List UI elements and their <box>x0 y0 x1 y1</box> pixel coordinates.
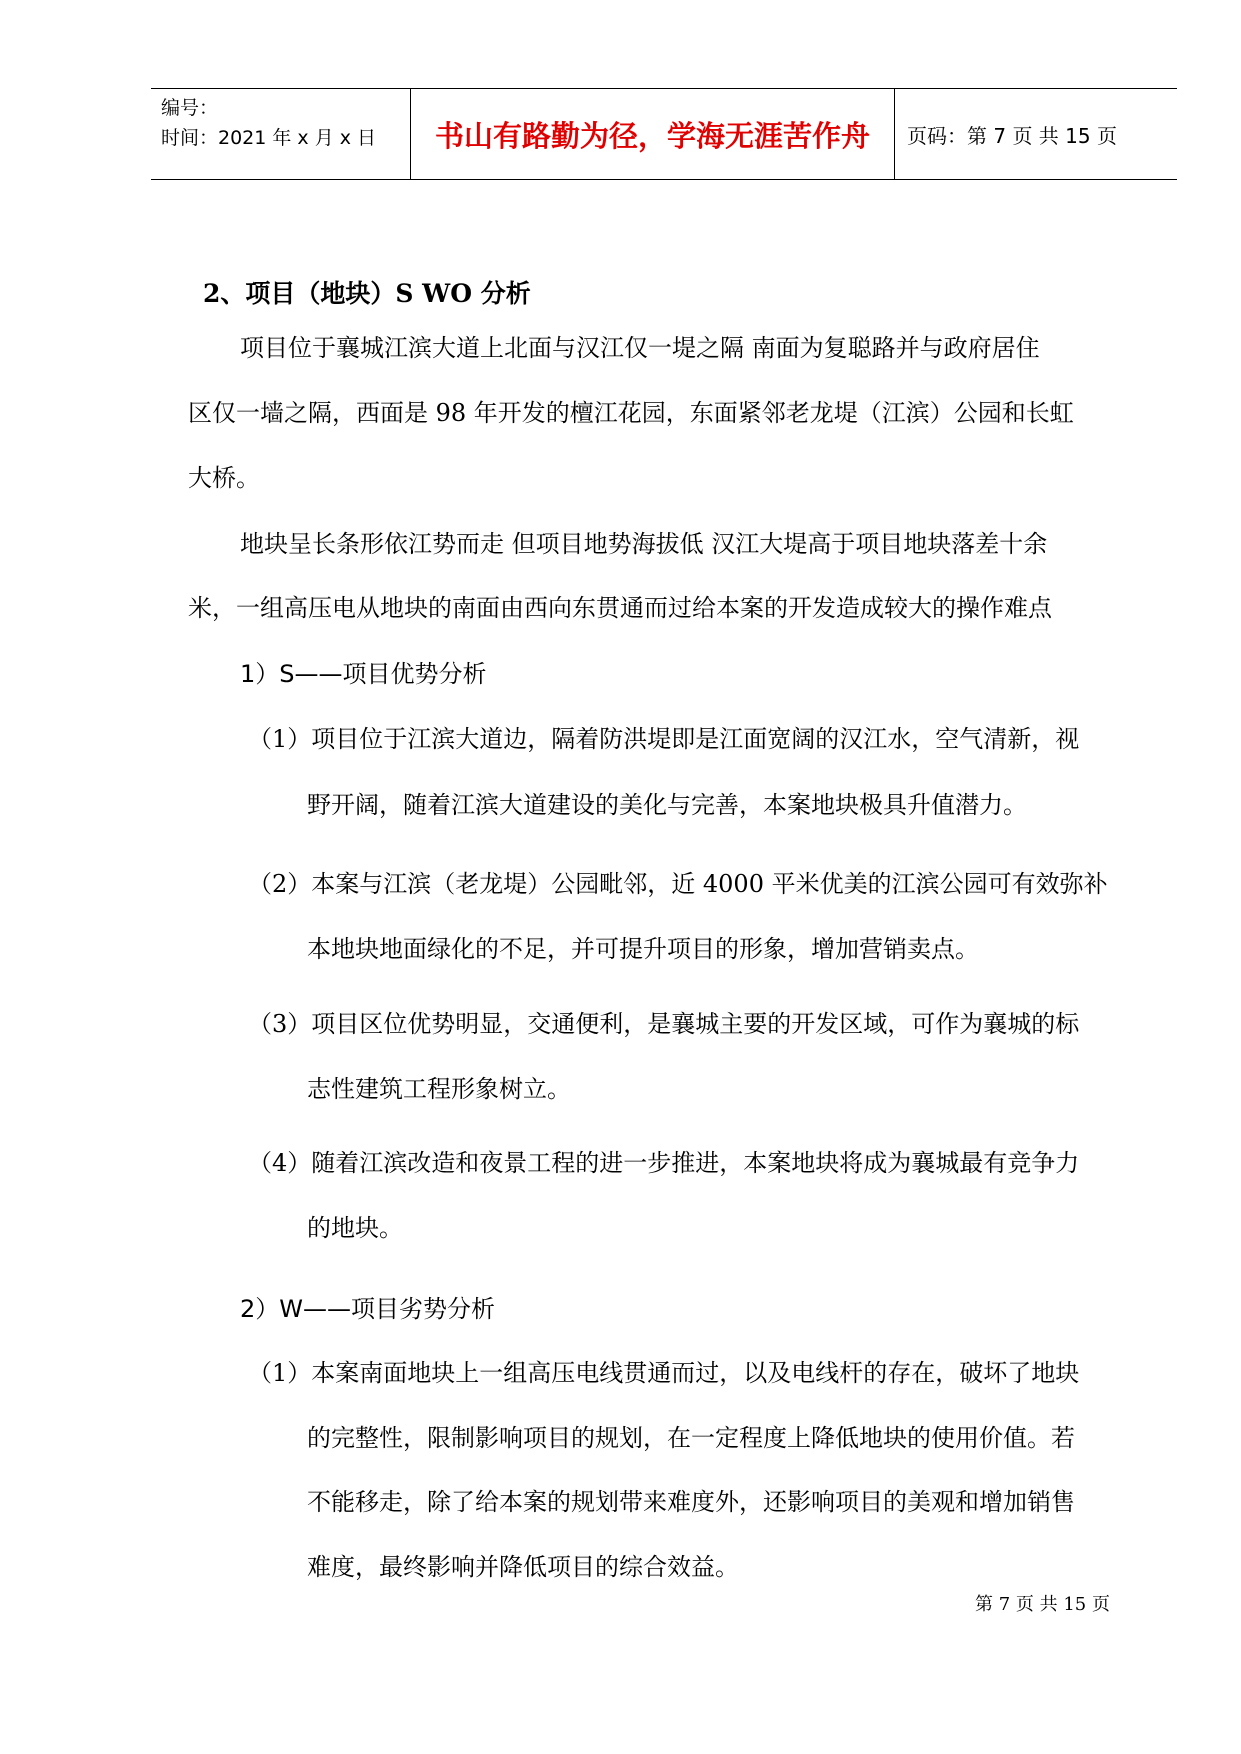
weakness-item-line: 不能移走，除了给本案的规划带来难度外，还影响项目的美观和增加销售 <box>307 1488 1075 1516</box>
header-motto: 书山有路勤为径，学海无涯苦作舟 <box>411 89 895 179</box>
strength-item-line2: 志性建筑工程形象树立。 <box>307 1075 571 1103</box>
intro-p2-line: 米，一组高压电从地块的南面由西向东贯通而过给本案的开发造成较大的操作难点 <box>188 594 1052 622</box>
document-date: 时间：2021 年 x 月 x 日 <box>161 127 377 149</box>
page-header <box>151 88 1177 180</box>
strength-item-line1: （4）随着江滨改造和夜景工程的进一步推进，本案地块将成为襄城最有竞争力 <box>248 1149 1080 1177</box>
strength-item-line1: （1）项目位于江滨大道边，隔着防洪堤即是江面宽阔的汉江水，空气清新，视 <box>248 725 1080 753</box>
page-footer: 第 7 页 共 15 页 <box>975 1594 1110 1615</box>
header-page-number: 页码：第 7 页 共 15 页 <box>907 123 1117 148</box>
header-meta <box>151 89 411 179</box>
intro-p1-line: 区仅一墙之隔，西面是 98 年开发的檀江花园，东面紧邻老龙堤（江滨）公园和长虹 <box>188 399 1074 427</box>
document-number: 编号： <box>161 97 219 119</box>
weaknesses-heading: 2）W——项目劣势分析 <box>240 1295 495 1323</box>
weakness-item-line: （1）本案南面地块上一组高压电线贯通而过，以及电线杆的存在，破坏了地块 <box>248 1359 1080 1387</box>
strength-item-line2: 本地块地面绿化的不足，并可提升项目的形象，增加营销卖点。 <box>307 935 979 963</box>
strength-item-line2: 的地块。 <box>307 1214 403 1242</box>
strength-item-line1: （3）项目区位优势明显，交通便利，是襄城主要的开发区域，可作为襄城的标 <box>248 1010 1080 1038</box>
intro-p1-line: 项目位于襄城江滨大道上北面与汉江仅一堤之隔 南面为复聪路并与政府居住 <box>240 334 1040 362</box>
strength-item-line2: 野开阔，随着江滨大道建设的美化与完善，本案地块极具升值潜力。 <box>307 791 1027 819</box>
weakness-item-line: 难度，最终影响并降低项目的综合效益。 <box>307 1553 739 1581</box>
weakness-item-line: 的完整性，限制影响项目的规划，在一定程度上降低地块的使用价值。若 <box>307 1424 1075 1452</box>
section-title: 2、项目（地块）S WO 分析 <box>203 279 531 308</box>
intro-p2-line: 地块呈长条形依江势而走 但项目地势海拔低 汉江大堤高于项目地块落差十余 <box>240 530 1048 558</box>
intro-p1-line: 大桥。 <box>188 464 260 492</box>
strength-item-line1: （2）本案与江滨（老龙堤）公园毗邻，近 4000 平米优美的江滨公园可有效弥补 <box>248 870 1108 898</box>
strengths-heading: 1）S——项目优势分析 <box>240 660 487 688</box>
